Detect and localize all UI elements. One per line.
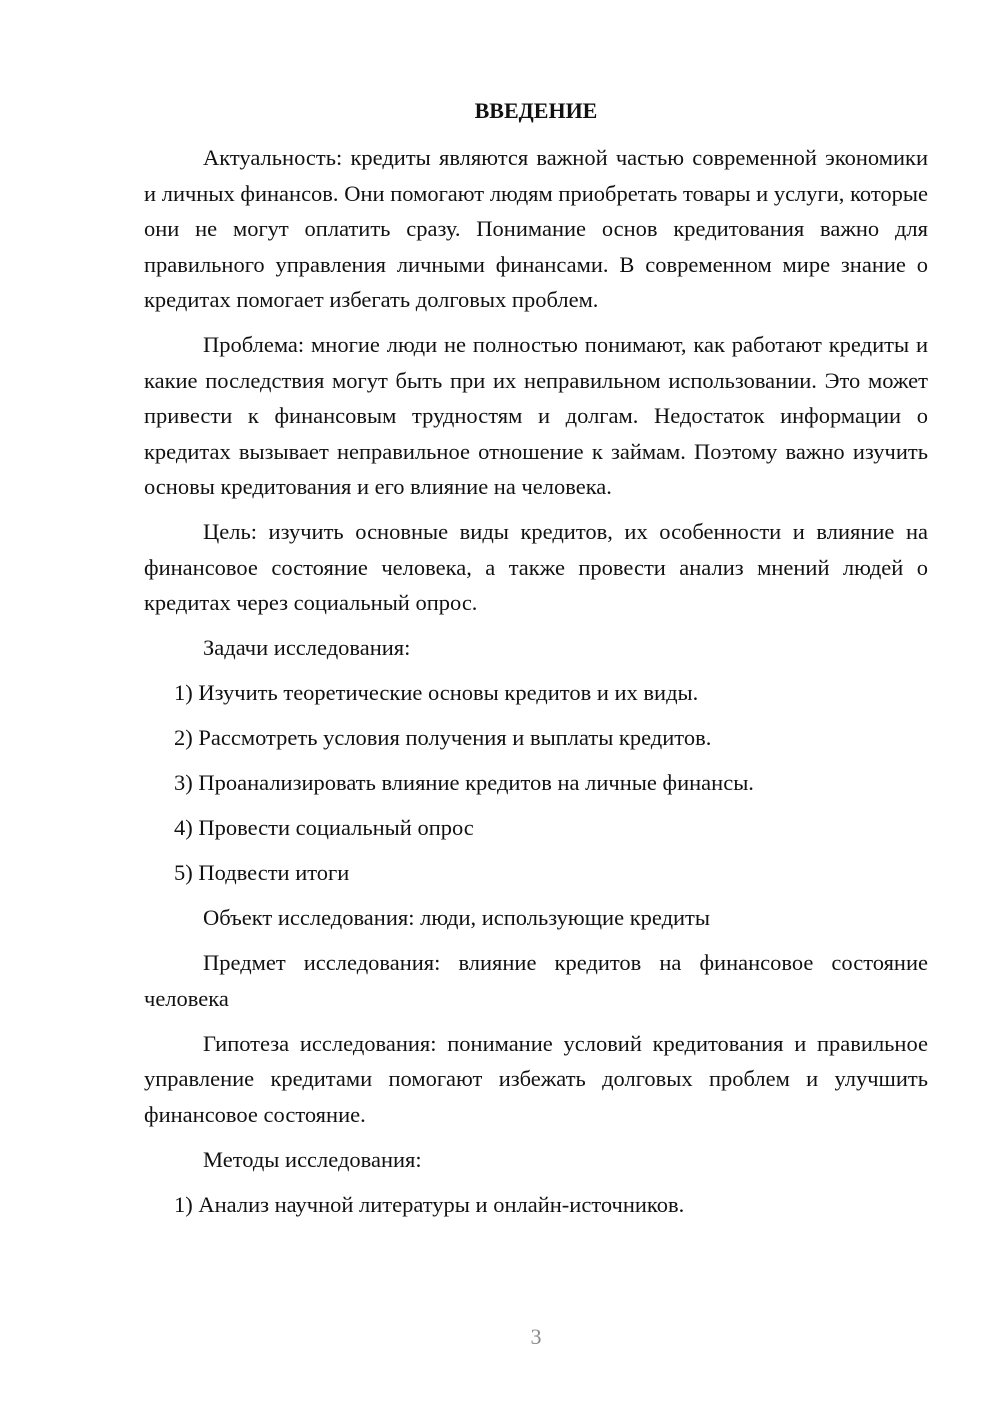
methods-title: Методы исследования:	[203, 1146, 422, 1172]
methods-list	[144, 1187, 928, 1223]
section-heading: ВВЕДЕНИЕ	[474, 98, 598, 123]
object-paragraph: Объект исследования: люди, использующие кредиты	[203, 905, 711, 930]
task-item: 4) Провести социальный опрос	[174, 815, 474, 840]
tasks-list	[144, 675, 928, 891]
relevance-paragraph: Актуальность: кредиты являются важной частью современной экономики и личных финансов. Они помогают людям приобретать товары и услуги, которые они не могут оплатить сразу. Понимание основ кредитования важно для правильного управления личными финансами. В современном мире знание о кредитах помогает избегать долговых проблем.	[144, 145, 928, 312]
task-item: 5) Подвести итоги	[174, 860, 350, 885]
task-item: 2) Рассмотреть условия получения и выплаты кредитов.	[174, 725, 712, 750]
problem-paragraph: Проблема: многие люди не полностью понимают, как работают кредиты и какие последствия могут быть при их неправильном использовании. Это может привести к финансовым трудностям и долгам. Недостаток информации о кредитах вызывает неправильное отношение к займам. Поэтому важно изучить основы кредитования и его влияние на человека.	[144, 332, 928, 499]
page-number: 3	[530, 1324, 542, 1349]
page-content	[144, 93, 928, 1232]
task-item: 1) Изучить теоретические основы кредитов и их виды.	[174, 680, 699, 705]
goal-paragraph: Цель: изучить основные виды кредитов, их особенности и влияние на финансовое состояние человека, а также провести анализ мнений людей о кредитах через социальный опрос.	[144, 519, 928, 615]
hypothesis-paragraph: Гипотеза исследования: понимание условий кредитования и правильное управление кредитами помогают избежать долговых проблем и улучшить финансовое состояние.	[144, 1030, 928, 1127]
subject-paragraph: Предмет исследования: влияние кредитов на финансовое состояние человека	[144, 950, 928, 1011]
method-item: 1) Анализ научной литературы и онлайн-источников.	[174, 1191, 685, 1217]
task-item: 3) Проанализировать влияние кредитов на личные финансы.	[174, 770, 754, 795]
tasks-title: Задачи исследования:	[203, 635, 411, 660]
